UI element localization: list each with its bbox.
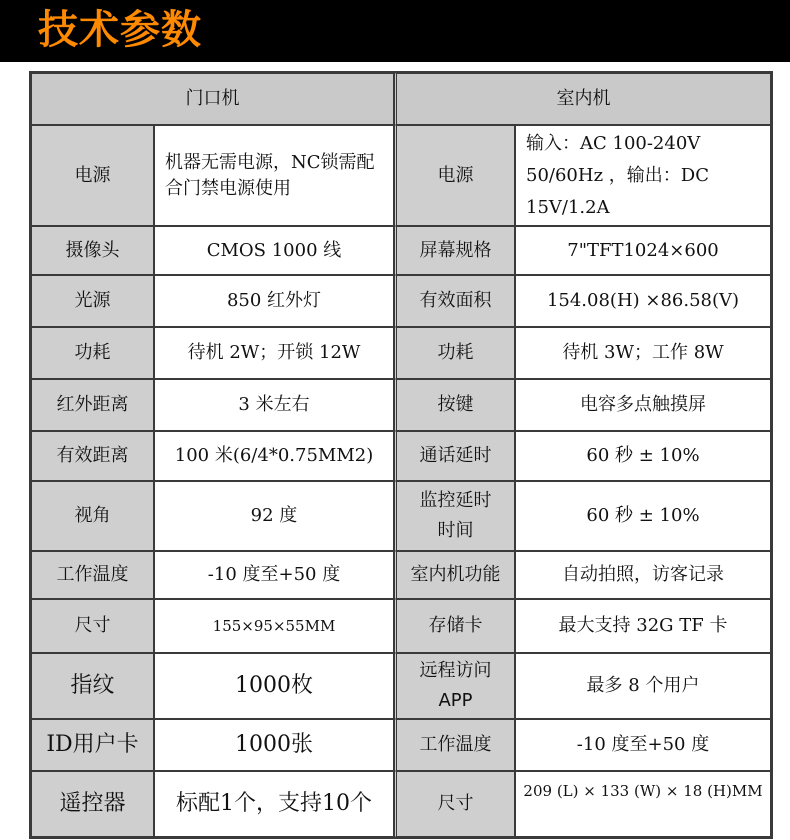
outdoor-label: ID用户卡 — [31, 719, 154, 771]
table-row — [31, 599, 771, 653]
table-row — [31, 653, 771, 719]
indoor-label: 屏幕规格 — [394, 226, 515, 275]
outdoor-label: 遥控器 — [31, 771, 154, 837]
table-row — [31, 431, 771, 481]
indoor-value: 自动拍照，访客记录 — [515, 551, 771, 599]
indoor-value: 待机 3W；工作 8W — [515, 327, 771, 379]
outdoor-value: 3 米左右 — [154, 379, 394, 431]
outdoor-label: 摄像头 — [31, 226, 154, 275]
outdoor-value: 待机 2W；开锁 12W — [154, 327, 394, 379]
indoor-value: -10 度至+50 度 — [515, 719, 771, 771]
indoor-label: 工作温度 — [394, 719, 515, 771]
indoor-label: 电源 — [394, 125, 515, 226]
spec-table — [29, 71, 773, 839]
table-header-row — [31, 73, 771, 125]
table-row — [31, 275, 771, 327]
page-title: 技术参数 — [38, 7, 202, 53]
outdoor-label: 指纹 — [31, 653, 154, 719]
outdoor-label: 电源 — [31, 125, 154, 226]
outdoor-value: 100 米(6/4*0.75MM2) — [154, 431, 394, 481]
indoor-label: 存储卡 — [394, 599, 515, 653]
indoor-value: 60 秒 ± 10% — [515, 431, 771, 481]
outdoor-value: 标配1个，支持10个 — [154, 771, 394, 837]
outdoor-value: 1000枚 — [154, 653, 394, 719]
indoor-value: 60 秒 ± 10% — [515, 481, 771, 551]
outdoor-label: 光源 — [31, 275, 154, 327]
outdoor-value: 92 度 — [154, 481, 394, 551]
indoor-value: 209 (L) × 133 (W) × 18 (H)MM — [515, 771, 771, 837]
indoor-label: 尺寸 — [394, 771, 515, 837]
indoor-label: 有效面积 — [394, 275, 515, 327]
outdoor-label: 工作温度 — [31, 551, 154, 599]
table-row — [31, 379, 771, 431]
table-row — [31, 719, 771, 771]
indoor-label: 监控延时时间 — [394, 481, 515, 551]
indoor-value: 最多 8 个用户 — [515, 653, 771, 719]
outdoor-value: CMOS 1000 线 — [154, 226, 394, 275]
indoor-value: 电容多点触摸屏 — [515, 379, 771, 431]
indoor-label: 功耗 — [394, 327, 515, 379]
title-banner — [0, 0, 790, 62]
indoor-value: 最大支持 32G TF 卡 — [515, 599, 771, 653]
outdoor-label: 红外距离 — [31, 379, 154, 431]
table-row — [31, 481, 771, 551]
outdoor-value: -10 度至+50 度 — [154, 551, 394, 599]
indoor-value: 输入：AC 100-240V 50/60Hz ，输出：DC 15V/1.2A — [515, 125, 771, 226]
outdoor-label: 尺寸 — [31, 599, 154, 653]
table-row — [31, 327, 771, 379]
table-row — [31, 551, 771, 599]
outdoor-label: 视角 — [31, 481, 154, 551]
outdoor-value: 机器无需电源，NC锁需配合门禁电源使用 — [154, 125, 394, 226]
outdoor-label: 有效距离 — [31, 431, 154, 481]
indoor-label: 按键 — [394, 379, 515, 431]
indoor-label: 通话延时 — [394, 431, 515, 481]
indoor-label: 远程访问APP — [394, 653, 515, 719]
indoor-label: 室内机功能 — [394, 551, 515, 599]
indoor-value: 154.08(H) ×86.58(V) — [515, 275, 771, 327]
header-indoor: 室内机 — [394, 73, 771, 125]
outdoor-value: 850 红外灯 — [154, 275, 394, 327]
table-row — [31, 125, 771, 226]
outdoor-value: 155×95×55MM — [154, 599, 394, 653]
outdoor-value: 1000张 — [154, 719, 394, 771]
indoor-value: 7"TFT1024×600 — [515, 226, 771, 275]
header-outdoor: 门口机 — [31, 73, 394, 125]
outdoor-label: 功耗 — [31, 327, 154, 379]
table-row — [31, 226, 771, 275]
table-row — [31, 771, 771, 837]
